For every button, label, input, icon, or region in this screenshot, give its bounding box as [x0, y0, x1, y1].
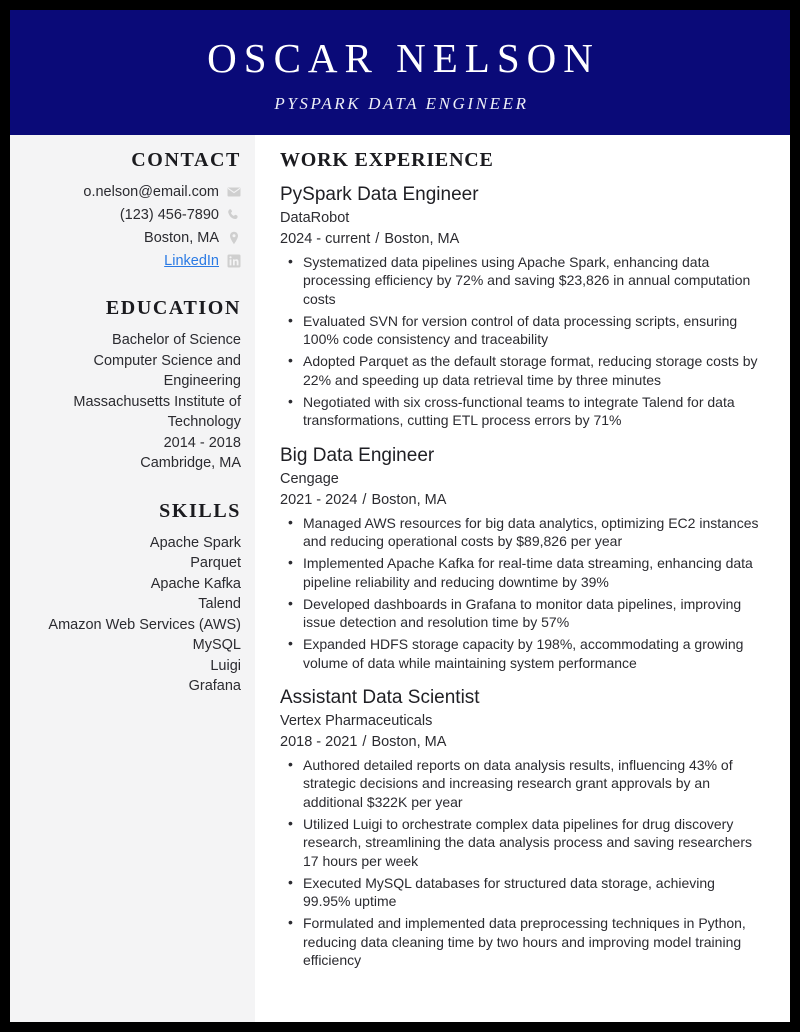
job-location: Boston, MA [384, 231, 460, 247]
contact-item-text: (123) 456-7890 [119, 207, 219, 223]
education-heading: EDUCATION [105, 297, 241, 319]
job-bullet: • Authored detailed reports on data analysis results, influencing 43% of strategic decisions and increasing research grant approvals by an additional $322K per year [280, 756, 762, 811]
job-dates: 2021 - 2024 [280, 491, 358, 508]
job-meta-separator: / [362, 734, 367, 751]
phone-icon [227, 208, 241, 222]
job-dates: 2018 - 2021 [280, 734, 358, 751]
job-bullet: • Developed dashboards in Grafana to monitor data pipelines, improving issue detection and resolution time by 57% [280, 595, 762, 632]
main-column [255, 135, 790, 1022]
job-location: Boston, MA [371, 734, 447, 751]
skill-item: Talend [198, 596, 241, 612]
skills-heading: SKILLS [159, 499, 241, 522]
contact-item-text: Boston, MA [144, 230, 219, 246]
envelope-icon [227, 185, 241, 199]
contact-item[interactable] [20, 251, 241, 271]
job-entry [280, 183, 762, 430]
skill-item: Apache Kafka [150, 575, 241, 592]
skill-item: Amazon Web Services (AWS) [48, 616, 241, 633]
education-list [20, 330, 241, 474]
education-line: 2014 - 2018 [163, 434, 241, 451]
job-bullets [280, 514, 762, 672]
job-meta [280, 732, 762, 752]
job-entry [280, 686, 762, 969]
resume-page [10, 10, 790, 1022]
skill-item: Apache Spark [149, 534, 241, 551]
education-line: Bachelor of Science [112, 332, 241, 348]
job-bullet: • Negotiated with six cross-functional teams to integrate Talend for data transformations, cutting ETL process errors by 71% [280, 393, 762, 430]
job-dates: 2024 - current [280, 231, 371, 247]
linkedin-icon [227, 254, 241, 268]
resume-header [10, 10, 790, 135]
job-meta-separator: / [375, 231, 380, 247]
job-bullet: • Systematized data pipelines using Apache Spark, enhancing data processing efficiency by 72% and saving $23,826 in annual computation costs [280, 253, 762, 308]
job-bullets [280, 253, 762, 430]
contact-item [20, 228, 241, 248]
skills-section [20, 500, 241, 697]
job-bullet: • Implemented Apache Kafka for real-time data streaming, enhancing data pipeline reliability and reducing downtime by 39% [280, 554, 762, 591]
skills-list [20, 533, 241, 697]
location-pin-icon [227, 231, 241, 245]
contact-item-text: o.nelson@email.com [83, 184, 219, 200]
contact-item [20, 182, 241, 202]
education-line: Cambridge, MA [140, 455, 241, 471]
sidebar [10, 135, 255, 1022]
job-bullet: • Evaluated SVN for version control of data processing scripts, ensuring 100% code consistency and traceability [280, 312, 762, 349]
work-experience-heading: WORK EXPERIENCE [280, 149, 494, 171]
job-title: PySpark Data Engineer [280, 184, 479, 205]
resume-body [10, 135, 790, 1022]
skill-item: Luigi [210, 657, 241, 674]
job-meta [280, 229, 762, 249]
job-bullet: • Adopted Parquet as the default storage format, reducing storage costs by 22% and speeding up data retrieval time by three minutes [280, 352, 762, 389]
job-bullets [280, 756, 762, 969]
education-line: Massachusetts Institute of Technology [73, 393, 241, 430]
job-bullet: • Executed MySQL databases for structured data storage, achieving 99.95% uptime [280, 874, 762, 911]
skill-item: Parquet [190, 555, 241, 571]
job-meta [280, 490, 762, 510]
skill-item: MySQL [192, 637, 241, 653]
job-location: Boston, MA [371, 491, 447, 508]
job-bullet: • Utilized Luigi to orchestrate complex data pipelines for drug discovery research, streamlining the data analysis process and saving researchers 17 hours per week [280, 815, 762, 870]
job-company: DataRobot [280, 210, 350, 226]
contact-heading: CONTACT [131, 149, 241, 171]
job-title: Assistant Data Scientist [280, 687, 480, 709]
job-company: Cengage [280, 470, 339, 487]
job-bullet: • Formulated and implemented data preprocessing techniques in Python, reducing data cleaning time by two hours and improving model training efficiency [280, 914, 762, 969]
contact-list [20, 182, 241, 271]
job-bullet: • Managed AWS resources for big data analytics, optimizing EC2 instances and reducing operational costs by $89,826 per year [280, 514, 762, 551]
education-section [20, 297, 241, 474]
linkedin-link[interactable]: LinkedIn [164, 253, 219, 269]
candidate-job-title: PYSPARK DATA ENGINEER [274, 94, 529, 114]
skill-item: Grafana [188, 678, 241, 694]
job-bullet: • Expanded HDFS storage capacity by 198%, accommodating a growing volume of data while maintaining system performance [280, 635, 762, 672]
job-company: Vertex Pharmaceuticals [280, 713, 433, 730]
job-entry [280, 444, 762, 672]
job-title: Big Data Engineer [280, 444, 435, 466]
education-line: Computer Science and Engineering [93, 352, 241, 389]
candidate-name: OSCAR NELSON [207, 34, 600, 81]
job-meta-separator: / [362, 491, 367, 508]
contact-section [20, 149, 241, 271]
jobs-list [280, 183, 762, 969]
contact-item [20, 205, 241, 225]
